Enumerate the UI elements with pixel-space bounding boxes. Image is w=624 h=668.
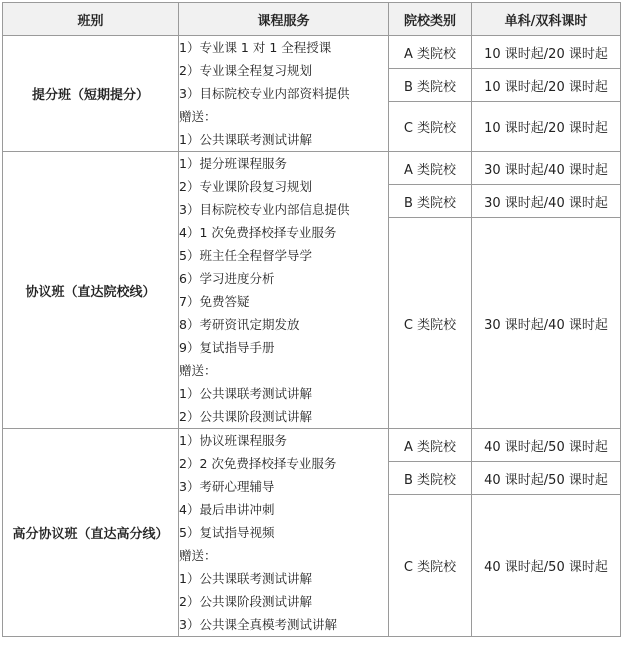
service-item: 1）公共课联考测试讲解	[179, 132, 312, 147]
service-item: 3）目标院校专业内部资料提供	[179, 86, 350, 101]
service-list	[179, 152, 389, 429]
service-item: 2）专业课阶段复习规划	[179, 179, 312, 194]
service-item: 4）1 次免费择校择专业服务	[179, 225, 337, 240]
class-hours: 10 课时起/20 课时起	[472, 69, 621, 102]
pricing-table	[2, 2, 621, 637]
class-hours: 10 课时起/20 课时起	[472, 36, 621, 69]
service-item: 2）2 次免费择校择专业服务	[179, 456, 337, 471]
table-row	[3, 429, 621, 462]
service-item: 1）公共课联考测试讲解	[179, 386, 312, 401]
service-item: 1）协议班课程服务	[179, 433, 287, 448]
service-item: 1）公共课联考测试讲解	[179, 571, 312, 586]
service-item: 6）学习进度分析	[179, 271, 275, 286]
service-item: 9）复试指导手册	[179, 340, 275, 355]
school-tier: B 类院校	[389, 69, 472, 102]
class-hours: 40 课时起/50 课时起	[472, 462, 621, 495]
service-item: 3）考研心理辅导	[179, 479, 275, 494]
class-hours: 40 课时起/50 课时起	[472, 495, 621, 637]
header-class: 班别	[3, 3, 179, 36]
table-row	[3, 152, 621, 185]
service-item: 赠送：	[179, 548, 217, 563]
school-tier: A 类院校	[389, 152, 472, 185]
service-item: 4）最后串讲冲刺	[179, 502, 275, 517]
service-list	[179, 429, 389, 637]
class-hours: 10 课时起/20 课时起	[472, 102, 621, 152]
header-row	[3, 3, 621, 36]
school-tier: C 类院校	[389, 495, 472, 637]
school-tier: B 类院校	[389, 185, 472, 218]
school-tier: C 类院校	[389, 218, 472, 429]
service-item: 赠送：	[179, 109, 217, 124]
service-item: 1）专业课 1 对 1 全程授课	[179, 40, 332, 55]
service-item: 2）公共课阶段测试讲解	[179, 594, 312, 609]
class-hours: 30 课时起/40 课时起	[472, 185, 621, 218]
class-name: 协议班（直达院校线）	[3, 152, 179, 429]
service-item: 8）考研资讯定期发放	[179, 317, 300, 332]
service-item: 1）提分班课程服务	[179, 156, 287, 171]
service-item: 7）免费答疑	[179, 294, 250, 309]
service-item: 2）专业课全程复习规划	[179, 63, 312, 78]
school-tier: A 类院校	[389, 429, 472, 462]
service-item: 3）目标院校专业内部信息提供	[179, 202, 350, 217]
table-row	[3, 36, 621, 69]
class-name: 高分协议班（直达高分线）	[3, 429, 179, 637]
school-tier: A 类院校	[389, 36, 472, 69]
service-list	[179, 36, 389, 152]
header-services: 课程服务	[179, 3, 389, 36]
service-item: 3）公共课全真模考测试讲解	[179, 617, 337, 632]
header-tier: 院校类别	[389, 3, 472, 36]
service-item: 2）公共课阶段测试讲解	[179, 409, 312, 424]
school-tier: B 类院校	[389, 462, 472, 495]
class-hours: 30 课时起/40 课时起	[472, 152, 621, 185]
class-hours: 40 课时起/50 课时起	[472, 429, 621, 462]
service-item: 赠送：	[179, 363, 217, 378]
class-hours: 30 课时起/40 课时起	[472, 218, 621, 429]
class-name: 提分班（短期提分）	[3, 36, 179, 152]
school-tier: C 类院校	[389, 102, 472, 152]
service-item: 5）复试指导视频	[179, 525, 275, 540]
header-hours: 单科/双科课时	[472, 3, 621, 36]
service-item: 5）班主任全程督学导学	[179, 248, 312, 263]
